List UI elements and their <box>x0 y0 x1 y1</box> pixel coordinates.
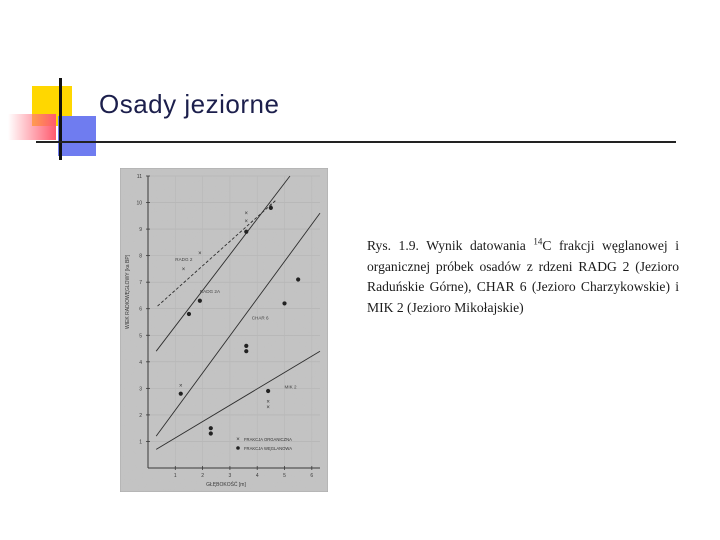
y-tick-label: 10 <box>136 200 142 207</box>
figure-caption <box>367 236 679 318</box>
legend-label-carbonate: FRAKCJA WĘGLANOWA <box>244 446 293 451</box>
data-point-organic: × <box>266 404 270 411</box>
legend-marker-organic: × <box>236 437 240 443</box>
isotope-mass-number: 14 <box>533 236 543 247</box>
data-point-carbonate <box>198 299 202 303</box>
y-tick-label: 4 <box>139 359 142 366</box>
data-point-organic: × <box>179 383 183 390</box>
scatter-chart <box>120 168 328 492</box>
data-point-carbonate <box>244 230 248 234</box>
data-point-organic: × <box>244 211 249 218</box>
data-point-organic: × <box>181 266 186 273</box>
data-point-organic: × <box>266 399 270 406</box>
data-point-carbonate <box>282 301 286 305</box>
decor-red-bar <box>8 114 56 140</box>
x-tick-label: 5 <box>283 473 286 479</box>
x-tick-label: 3 <box>228 473 232 479</box>
series-label: RADG 2 <box>175 256 193 262</box>
data-point-carbonate <box>296 277 300 281</box>
figure-scan <box>120 168 328 492</box>
y-tick-label: 2 <box>139 412 142 419</box>
legend-label-organic: FRAKCJA ORGANICZNA <box>244 437 292 442</box>
y-tick-label: 8 <box>139 253 142 260</box>
y-tick-label: 5 <box>139 333 142 340</box>
data-point-carbonate <box>187 312 191 316</box>
data-point-carbonate <box>179 392 183 396</box>
x-tick-label: 4 <box>255 473 259 479</box>
data-point-carbonate <box>209 426 213 430</box>
series-label: RADG 2A <box>199 288 221 294</box>
caption-text: frakcji węglanowej i organicznej próbek osadów z rdzeni RADG 2 (Jezioro Raduńskie Górne), CHAR 6 (Jezioro Charzykowskie) i MIK 2 (Jezioro Mikołajskie) <box>367 238 680 315</box>
y-tick-label: 7 <box>139 280 142 287</box>
decor-vertical-line <box>59 78 62 160</box>
x-tick-label: 1 <box>173 473 177 479</box>
data-point-carbonate <box>244 344 248 348</box>
y-tick-label: 1 <box>139 439 142 446</box>
y-tick-label: 3 <box>139 386 142 393</box>
y-axis-title: WIEK RADIOWĘGLOWY [ka BP] <box>125 254 131 330</box>
data-point-carbonate <box>269 206 273 210</box>
series-label: MIK 2 <box>284 384 297 390</box>
data-point-organic: × <box>244 219 249 226</box>
y-tick-label: 6 <box>139 306 142 313</box>
data-point-carbonate <box>244 349 248 353</box>
series-label: CHAR 6 <box>251 315 269 321</box>
x-tick-label: 2 <box>201 473 204 479</box>
data-point-carbonate <box>266 389 270 393</box>
isotope-symbol: C <box>542 238 552 253</box>
slide-title: Osady jeziorne <box>99 89 280 119</box>
y-tick-label: 9 <box>139 227 142 234</box>
y-tick-label: 11 <box>136 174 142 180</box>
title-underline <box>36 141 676 143</box>
x-tick-label: 6 <box>310 473 314 479</box>
x-axis-title: GŁĘBOKOŚĆ [m] <box>206 482 246 488</box>
data-point-organic: × <box>198 250 202 257</box>
legend-marker-carbonate <box>236 446 240 450</box>
caption-prefix: Rys. 1.9. Wynik datowania <box>367 238 534 253</box>
scan-grain <box>120 168 328 492</box>
data-point-carbonate <box>209 431 213 435</box>
decor-blue-square <box>58 116 96 156</box>
